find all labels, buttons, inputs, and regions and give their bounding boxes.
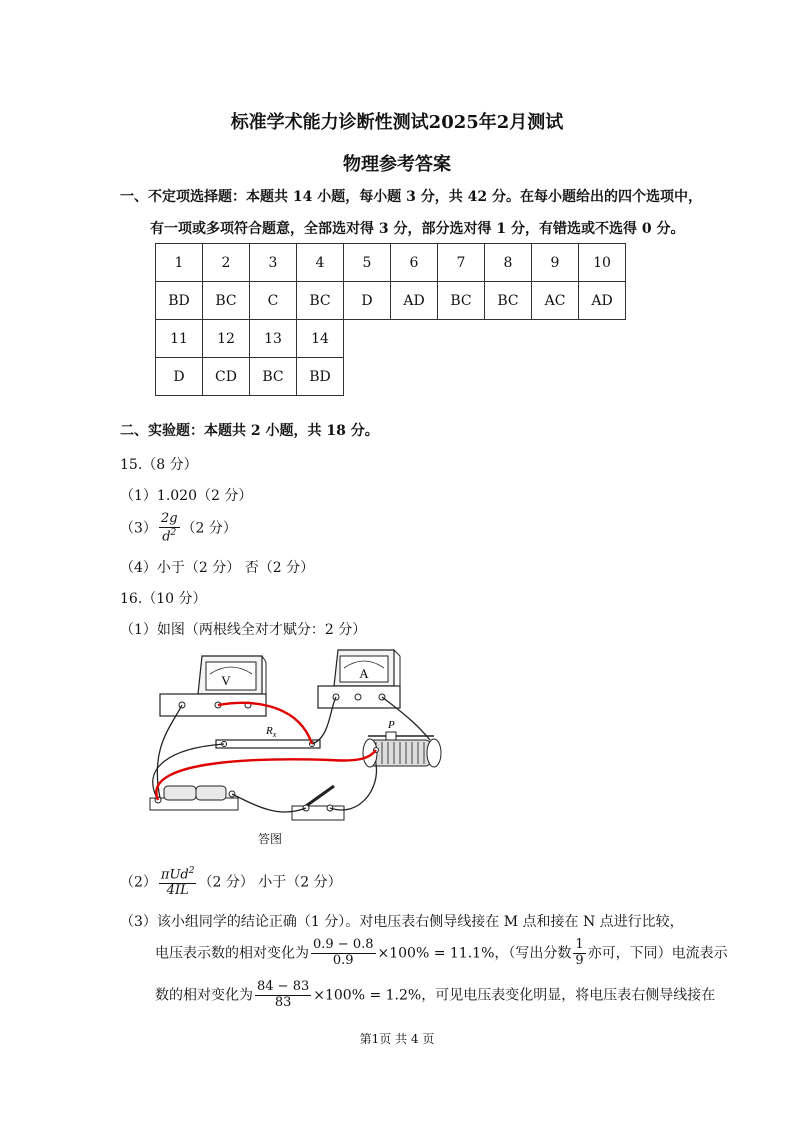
answer-cell: AD [391, 282, 438, 320]
answer-cell: AD [579, 282, 626, 320]
fraction-denominator: 9 [575, 952, 584, 968]
answer-cell: BC [485, 282, 532, 320]
question-number-cell: 6 [391, 244, 438, 282]
voltmeter-label: V [221, 673, 231, 688]
page-footer: 第1页 共 4 页 [359, 1032, 435, 1046]
answer-cell: BC [250, 358, 297, 396]
answer-cell: CD [203, 358, 250, 396]
resistor-label-main: R [266, 725, 273, 737]
q15-part3-score: （2 分） [181, 520, 237, 537]
answer-cell: D [344, 282, 391, 320]
q16-part3-line3 [155, 980, 715, 1011]
exponent: 2 [188, 866, 195, 876]
section1-instruction-line1: 一、不定项选择题：本题共 14 小题，每小题 3 分，共 42 分。在每小题给出的四个选项中， [120, 189, 702, 205]
answer-cell: BD [297, 358, 344, 396]
table-row [156, 320, 626, 358]
ammeter-label: A [359, 666, 369, 681]
question-number-cell: 9 [532, 244, 579, 282]
fraction-numerator: 1 [575, 937, 584, 952]
fraction-one-ninth [573, 938, 585, 969]
question-number-cell: 11 [156, 320, 203, 358]
answer-cell: D [156, 358, 203, 396]
page-title: 标准学术能力诊断性测试2025年2月测试 [230, 112, 564, 133]
answer-cell: BD [156, 282, 203, 320]
voltage-change-fraction [311, 938, 376, 969]
rheostat-label: P [388, 719, 395, 731]
text-segment: 数的相对变化为 [155, 987, 253, 1004]
answer-cell: BC [297, 282, 344, 320]
answer-cell: C [250, 282, 297, 320]
question-number-cell: 14 [297, 320, 344, 358]
text-segment: 电压表示数的相对变化为 [155, 945, 309, 962]
circuit-diagram [130, 648, 460, 853]
voltmeter [160, 656, 266, 716]
question-number-cell: 5 [344, 244, 391, 282]
fraction-numerator-base: πUd [160, 867, 189, 883]
table-row [156, 282, 626, 320]
q16-part1: （1）如图（两根线全对才赋分：2 分） [120, 622, 367, 638]
q15-part3 [120, 512, 237, 545]
question-number-cell: 1 [156, 244, 203, 282]
answer-table [155, 243, 626, 396]
table-row [156, 244, 626, 282]
section1-instruction-line2: 有一项或多项符合题意，全部选对得 3 分，部分选对得 1 分，有错选或不选得 0 分。 [150, 221, 685, 237]
fraction-denominator: 0.9 [332, 952, 354, 968]
question-number-cell: 2 [203, 244, 250, 282]
figure-caption: 答图 [258, 832, 283, 846]
question-number-cell: 8 [485, 244, 532, 282]
resistor-rx [216, 740, 320, 748]
q15-header: 15.（8 分） [120, 457, 198, 473]
fraction-numerator: 84 − 83 [257, 979, 310, 994]
question-number-cell: 7 [438, 244, 485, 282]
resistor-label [265, 725, 277, 739]
empty-cell [344, 320, 626, 358]
answer-cell: BC [203, 282, 250, 320]
question-number-cell: 4 [297, 244, 344, 282]
q16-header: 16.（10 分） [120, 591, 207, 607]
empty-cell [344, 358, 626, 396]
q16-part2-formula [159, 866, 197, 899]
q15-part3-formula [159, 512, 180, 545]
q16-part2-score: （2 分） 小于（2 分） [198, 874, 342, 891]
text-segment: 亦可，下同）电流表示 [587, 945, 728, 962]
fraction-denominator: 83 [274, 994, 292, 1010]
q15-part1: （1）1.020（2 分） [120, 488, 253, 504]
red-wires [156, 703, 376, 800]
table-row [156, 358, 626, 396]
answer-cell: BC [438, 282, 485, 320]
text-segment: ×100% = 11.1%，（写出分数 [377, 945, 572, 962]
rheostat [363, 732, 441, 767]
q16-part3-line2 [155, 938, 728, 969]
exponent: 2 [170, 527, 177, 538]
q16-part2-prefix: （2） [120, 874, 157, 891]
q15-part4: （4）小于（2 分） 否（2 分） [120, 560, 315, 576]
question-number-cell: 12 [203, 320, 250, 358]
question-number-cell: 3 [250, 244, 297, 282]
question-number-cell: 13 [250, 320, 297, 358]
section2-heading: 二、实验题：本题共 2 小题，共 18 分。 [120, 423, 379, 439]
current-change-fraction [255, 980, 311, 1011]
switch [292, 786, 344, 820]
q16-part3-line1: （3）该小组同学的结论正确（1 分）。对电压表右侧导线接在 M 点和接在 N 点进行比较， [120, 914, 684, 930]
fraction-denominator-base: d [162, 529, 171, 545]
resistor-label-sub: x [272, 730, 277, 739]
fraction-denominator: 4IL [166, 883, 189, 899]
fraction-numerator [159, 866, 197, 884]
page-subtitle: 物理参考答案 [343, 154, 451, 175]
question-number-cell: 10 [579, 244, 626, 282]
q16-part2 [120, 866, 342, 899]
battery-pack [150, 786, 238, 810]
fraction-numerator: 0.9 − 0.8 [313, 937, 374, 952]
q15-part3-prefix: （3） [120, 520, 157, 537]
answer-cell: AC [532, 282, 579, 320]
text-segment: ×100% = 1.2%，可见电压表变化明显，将电压表右侧导线接在 [313, 987, 716, 1004]
fraction-numerator: 2g [160, 511, 178, 526]
fraction-denominator [159, 528, 180, 545]
